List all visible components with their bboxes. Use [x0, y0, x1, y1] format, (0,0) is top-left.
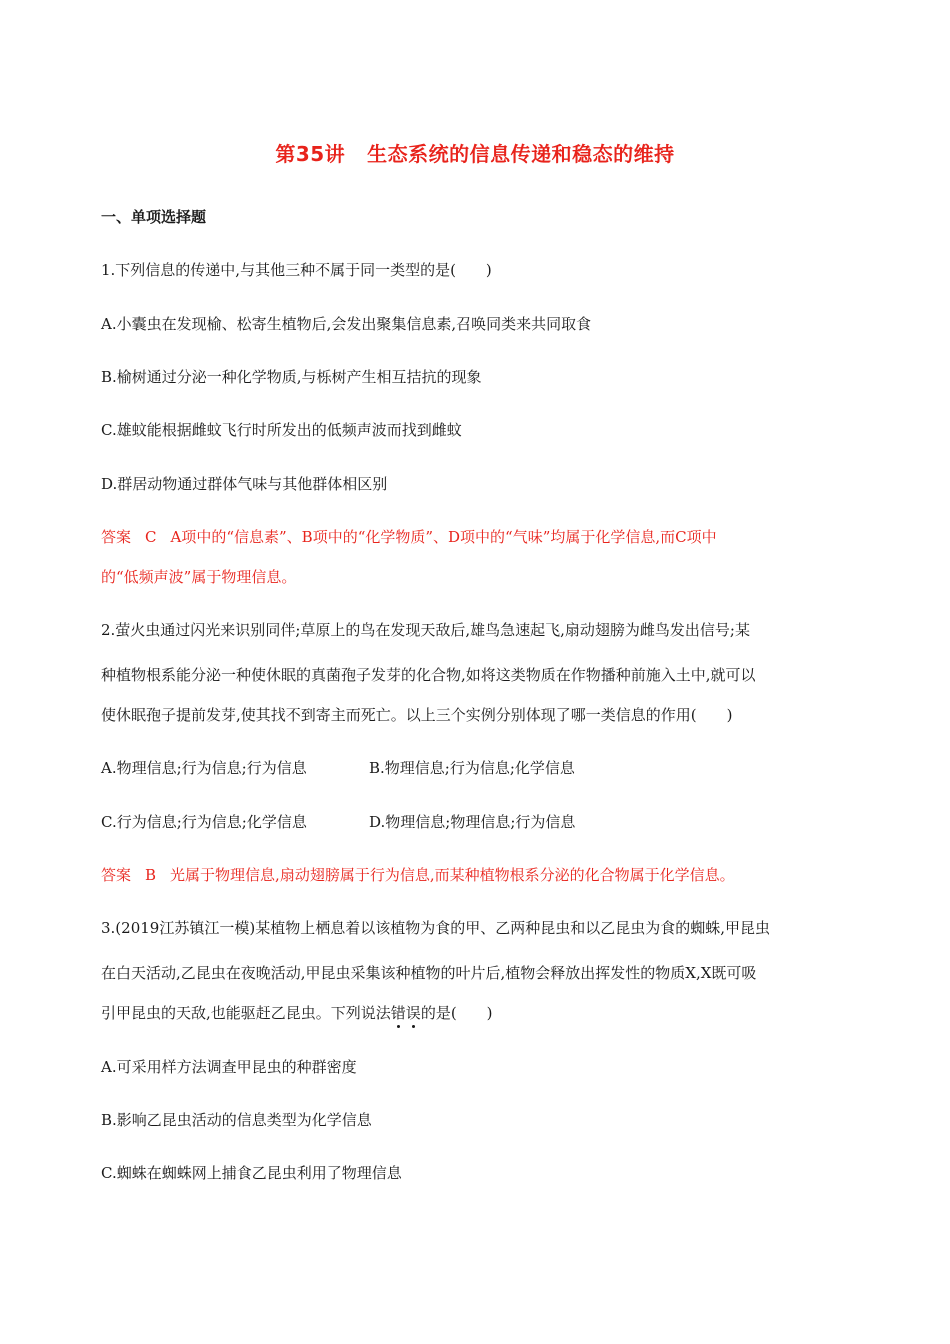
q2-answer: [101, 864, 851, 886]
answer-key: C: [145, 528, 157, 546]
emphasis-char: 错: [390, 1004, 406, 1022]
q3-stem-text: 引甲昆虫的天敌,也能驱赶乙昆虫。下列说法: [101, 1004, 391, 1022]
q3-option-a: A.可采用样方法调查甲昆虫的种群密度: [101, 1058, 357, 1076]
q1-answer: [101, 526, 851, 548]
q2-stem-line2: 种植物根系能分泌一种使休眠的真菌孢子发芽的化合物,如将这类物质在作物播种前施入土中,就可以: [101, 666, 756, 684]
q1-option-c: C.雄蚊能根据雌蚊飞行时所发出的低频声波而找到雌蚊: [101, 421, 462, 439]
answer-label: 答案: [101, 866, 132, 884]
q1-stem: 1.下列信息的传递中,与其他三种不属于同一类型的是( ): [101, 261, 492, 279]
emphasis-char: 误: [405, 1004, 421, 1022]
q3-stem-line1: 3.(2019江苏镇江一模)某植物上栖息着以该植物为食的甲、乙两种昆虫和以乙昆虫为食的蜘蛛,甲昆虫: [101, 919, 770, 937]
q1-option-b: B.榆树通过分泌一种化学物质,与栎树产生相互拮抗的现象: [101, 368, 482, 386]
q2-options-row2: [101, 811, 851, 833]
q2-option-a: A.物理信息;行为信息;行为信息: [101, 759, 307, 777]
q3-stem-text-end: 的是( ): [420, 1004, 493, 1022]
q1-option-d: D.群居动物通过群体气味与其他群体相区别: [101, 475, 388, 493]
q3-stem-line2: 在白天活动,乙昆虫在夜晚活动,甲昆虫采集该种植物的叶片后,植物会释放出挥发性的物质X,X既可吸: [101, 964, 757, 982]
answer-explanation: 光属于物理信息,扇动翅膀属于行为信息,而某种植物根系分泌的化合物属于化学信息。: [170, 866, 735, 884]
q2-option-b: B.物理信息;行为信息;化学信息: [369, 759, 575, 777]
q1-answer-cont: 的“低频声波”属于物理信息。: [101, 568, 297, 586]
answer-label: 答案: [101, 528, 132, 546]
q2-stem-line3: 使休眠孢子提前发芽,使其找不到寄主而死亡。以上三个实例分别体现了哪一类信息的作用( ): [101, 706, 733, 724]
lecture-number: 第35讲: [275, 142, 346, 166]
q2-option-d: D.物理信息;物理信息;行为信息: [369, 813, 576, 831]
answer-explanation: A项中的“信息素”、B项中的“化学物质”、D项中的“气味”均属于化学信息,而C项中: [170, 528, 717, 546]
q3-option-b: B.影响乙昆虫活动的信息类型为化学信息: [101, 1111, 372, 1129]
q1-option-a: A.小囊虫在发现榆、松寄生植物后,会发出聚集信息素,召唤同类来共同取食: [101, 315, 592, 333]
page-title: [0, 138, 950, 167]
q3-option-c: C.蜘蛛在蜘蛛网上捕食乙昆虫利用了物理信息: [101, 1164, 402, 1182]
answer-key: B: [145, 866, 157, 884]
lecture-topic: 生态系统的信息传递和稳态的维持: [367, 142, 675, 166]
q3-stem-line3: [101, 1002, 851, 1024]
q2-stem-line1: 2.萤火虫通过闪光来识别同伴;草原上的鸟在发现天敌后,雄鸟急速起飞,扇动翅膀为雌鸟发出信号;某: [101, 621, 750, 639]
q2-options-row1: [101, 757, 851, 779]
q2-option-c: C.行为信息;行为信息;化学信息: [101, 813, 307, 831]
section-heading: 一、单项选择题: [101, 208, 207, 226]
